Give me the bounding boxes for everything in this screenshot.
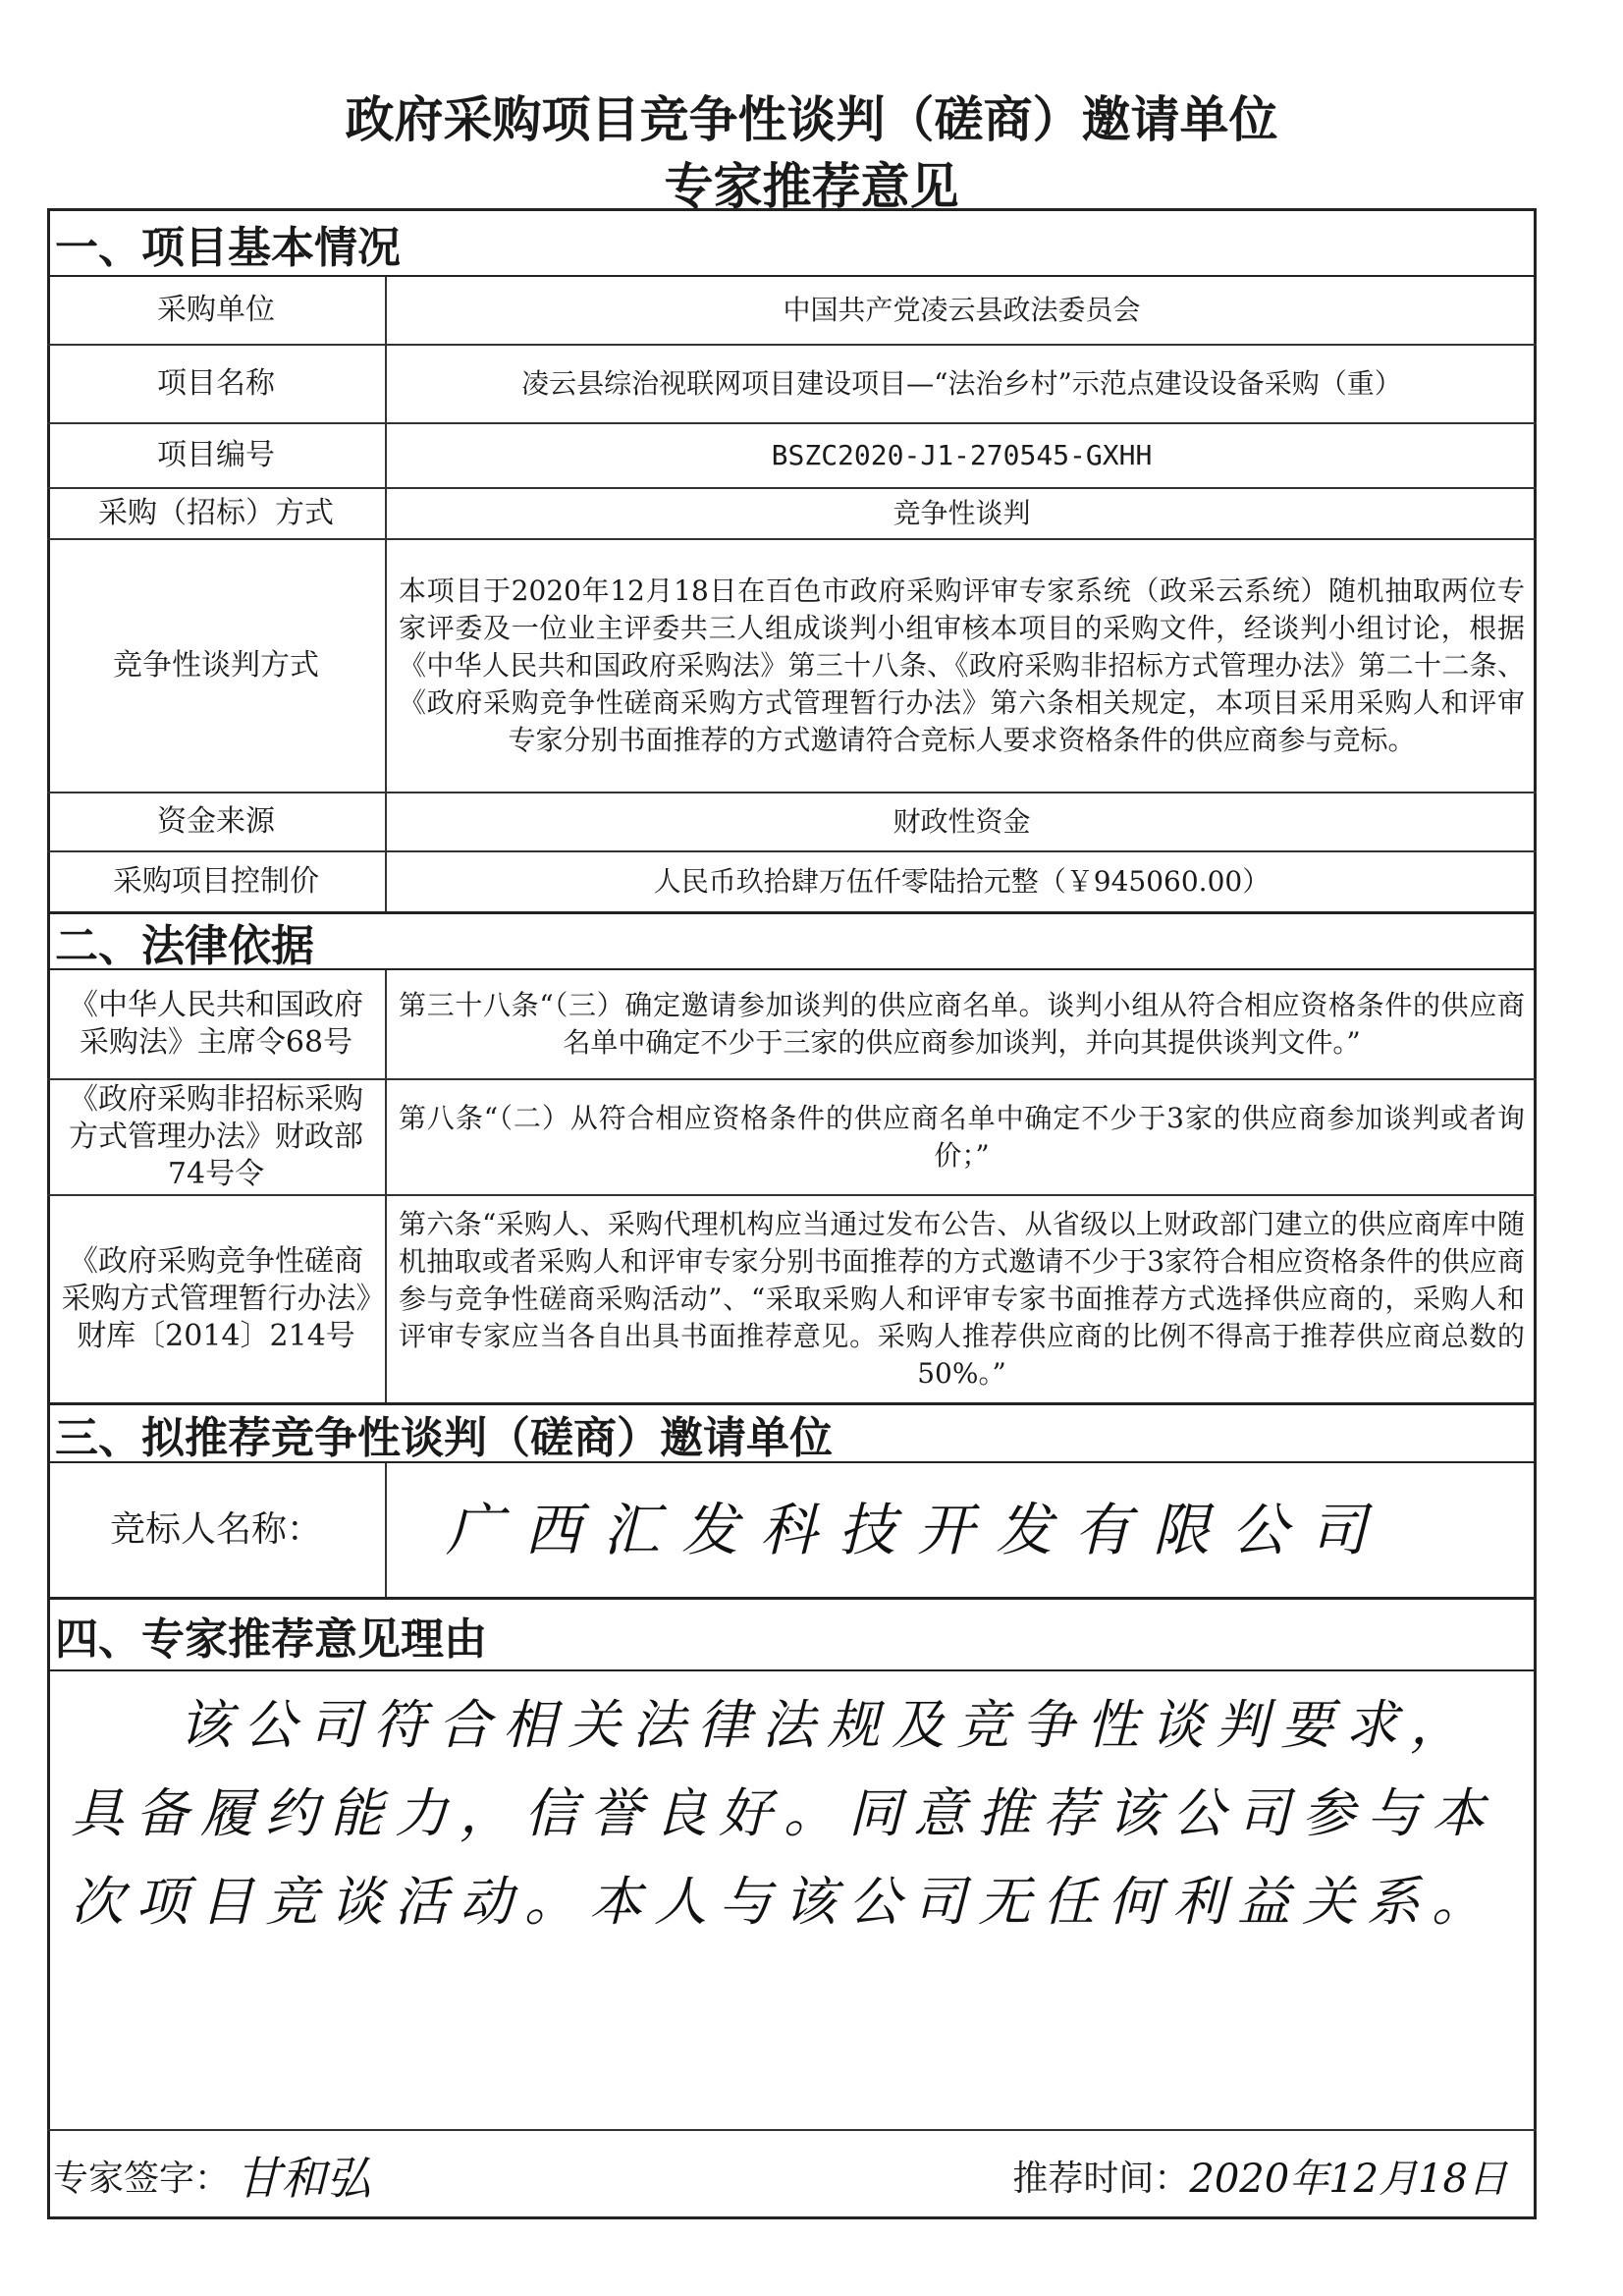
document-subtitle: 专家推荐意见 — [664, 158, 959, 215]
control-price-label: 采购项目控制价 — [47, 852, 387, 911]
procurement-method-value: 竞争性谈判 — [893, 497, 1031, 529]
row-bidder-name — [47, 1463, 1537, 1597]
law-consultation-value: 第六条“采购人、采购代理机构应当通过发布公告、从省级以上财政部门建立的供应商库中随机抽取或者采购人和评审专家分别书面推荐的方式邀请不少于3家符合相应资格条件的供应商参与竞争性磋商采购活动”、“采取采购人和评审专家书面推荐方式选择供应商的，采购人和评审专家应当各自出具书面推荐意见。采购人推荐供应商的比例不得高于推荐供应商总数的50%。” — [399, 1208, 1525, 1390]
control-price-value: 人民币玖拾肆万伍仟零陆拾元整（￥945060.00） — [653, 865, 1271, 898]
law-procurement-value: 第三十八条“（三）确定邀请参加谈判的供应商名单。谈判小组从符合相应资格条件的供应商名单中确定不少于三家的供应商参加谈判，并向其提供谈判文件。” — [399, 989, 1525, 1059]
section-basic-info-heading: 一、项目基本情况 — [47, 208, 1537, 277]
recommend-date: 2020年12月18日 — [1189, 2156, 1507, 2202]
funding-source-value: 财政性资金 — [893, 805, 1031, 838]
negotiation-method-label: 竞争性谈判方式 — [47, 540, 387, 792]
procurement-method-label: 采购（招标）方式 — [47, 489, 387, 538]
row-project-number — [47, 424, 1537, 489]
purchaser-label: 采购单位 — [47, 277, 387, 344]
date-label: 推荐时间： — [1012, 2158, 1190, 2199]
row-law-non-tender — [47, 1080, 1537, 1196]
row-law-procurement — [47, 970, 1537, 1080]
section-expert-reason-heading: 四、专家推荐意见理由 — [47, 1597, 1537, 1671]
row-control-price — [47, 852, 1537, 911]
negotiation-method-value: 本项目于2020年12月18日在百色市政府采购评审专家系统（政采云系统）随机抽取两位专家评委及一位业主评委共三人组成谈判小组审核本项目的采购文件，经谈判小组讨论，根据《中华人民共和国政府采购法》第三十八条、《政府采购非招标方式管理办法》第二十二条、《政府采购竞争性磋商采购方式管理暂行办法》第六条相关规定，本项目采用采购人和评审专家分别书面推荐的方式邀请符合竞标人要求资格条件的供应商参与竞标。 — [399, 574, 1525, 756]
row-law-consultation — [47, 1196, 1537, 1402]
bidder-name-handwritten: 广西汇发科技开发有限公司 — [446, 1497, 1389, 1563]
expert-signature: 甘和弘 — [236, 2152, 372, 2205]
expert-reason-handwritten: 该公司符合相关法律法规及竞争性谈判要求，具备履约能力，信誉良好。同意推荐该公司参与本次项目竞谈活动。本人与该公司无任何利益关系。 — [71, 1694, 1496, 1933]
purchaser-value: 中国共产党凌云县政法委员会 — [783, 294, 1141, 326]
sign-label: 专家签字： — [53, 2158, 231, 2199]
law-non-tender-value: 第八条“（二）从符合相应资格条件的供应商名单中确定不少于3家的供应商参加谈判或者询价；” — [399, 1102, 1525, 1172]
project-number-label: 项目编号 — [47, 424, 387, 487]
funding-source-label: 资金来源 — [47, 793, 387, 850]
law-consultation-label: 《政府采购竞争性磋商采购方式管理暂行办法》财库〔2014〕214号 — [47, 1196, 387, 1402]
section-recommended-unit-heading: 三、拟推荐竞争性谈判（磋商）邀请单位 — [47, 1402, 1537, 1463]
row-negotiation-method — [47, 540, 1537, 793]
project-name-value: 凌云县综治视联网项目建设项目—“法治乡村”示范点建设设备采购（重） — [521, 367, 1402, 400]
signature-row — [47, 2129, 1537, 2219]
law-non-tender-label: 《政府采购非招标采购方式管理办法》财政部74号令 — [47, 1080, 387, 1194]
row-funding-source — [47, 793, 1537, 852]
project-name-label: 项目名称 — [47, 346, 387, 422]
project-number-value: BSZC2020-J1-270545-GXHH — [771, 439, 1153, 471]
row-project-name — [47, 346, 1537, 424]
row-purchaser — [47, 277, 1537, 346]
document-title: 政府采购项目竞争性谈判（磋商）邀请单位 — [345, 91, 1278, 148]
law-procurement-label: 《中华人民共和国政府采购法》主席令68号 — [47, 970, 387, 1078]
row-procurement-method — [47, 489, 1537, 540]
bidder-name-label: 竞标人名称： — [47, 1463, 387, 1597]
section-legal-basis-heading: 二、法律依据 — [47, 911, 1537, 970]
